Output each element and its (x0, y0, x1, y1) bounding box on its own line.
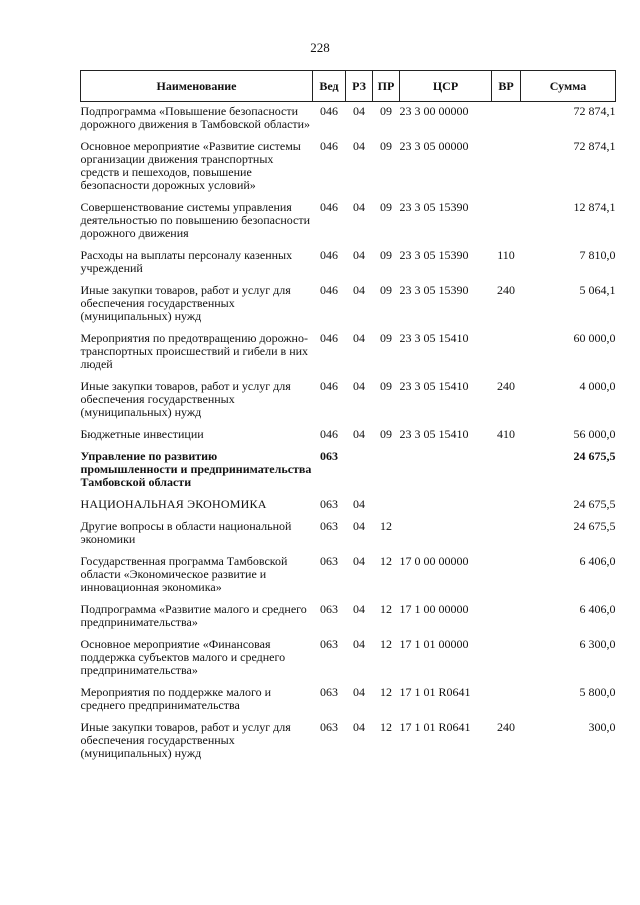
cell-ved: 046 (320, 104, 338, 118)
cell-csr: 17 1 00 00000 (399, 602, 469, 616)
cell-csr: 23 3 05 00000 (399, 139, 469, 153)
cell-csr: 23 3 05 15410 (399, 331, 469, 345)
cell-pr: 09 (380, 104, 392, 118)
cell-vr: 240 (497, 283, 515, 297)
cell-ved: 046 (320, 139, 338, 153)
cell-rz: 04 (353, 139, 365, 153)
table-row (81, 635, 616, 683)
cell-sum: 300,0 (588, 720, 616, 734)
table-row (81, 246, 616, 281)
cell-csr: 23 3 05 15410 (399, 427, 469, 441)
header-name: Наименование (81, 71, 313, 102)
cell-rz: 04 (353, 200, 365, 214)
cell-name: Иные закупки товаров, работ и услуг для обеспечения государственных (муниципальных) нужд (80, 283, 291, 323)
cell-pr: 09 (380, 331, 392, 345)
header-sum: Сумма (521, 71, 616, 102)
cell-vr: 410 (497, 427, 515, 441)
cell-sum: 5 800,0 (579, 685, 616, 699)
cell-sum: 72 874,1 (573, 104, 616, 118)
cell-name: Мероприятия по предотвращению дорожно-транспортных происшествий и гибели в них людей (80, 331, 309, 371)
cell-pr: 12 (380, 602, 392, 616)
cell-sum: 24 675,5 (573, 497, 616, 511)
cell-rz: 04 (353, 427, 365, 441)
cell-rz: 04 (353, 602, 365, 616)
cell-name: Расходы на выплаты персоналу казенных учреждений (80, 248, 293, 275)
cell-pr: 12 (380, 685, 392, 699)
cell-vr (492, 447, 521, 495)
cell-rz (346, 447, 373, 495)
cell-ved: 046 (320, 283, 338, 297)
cell-name: Совершенствование системы управления деятельностью по повышению безопасности дорожного движения (80, 200, 311, 240)
cell-ved: 063 (320, 497, 338, 511)
table-body (81, 102, 616, 767)
table-row (81, 552, 616, 600)
cell-pr: 09 (380, 283, 392, 297)
cell-rz: 04 (353, 248, 365, 262)
cell-vr (492, 198, 521, 246)
cell-pr: 09 (380, 427, 392, 441)
cell-name: Бюджетные инвестиции (80, 427, 204, 441)
cell-csr: 23 3 05 15410 (399, 379, 469, 393)
cell-sum: 56 000,0 (573, 427, 616, 441)
cell-csr: 23 3 05 15390 (399, 200, 469, 214)
cell-name: Подпрограмма «Повышение безопасности дорожного движения в Тамбовской области» (80, 104, 311, 131)
table-row (81, 425, 616, 447)
cell-sum: 72 874,1 (573, 139, 616, 153)
cell-csr: 17 1 01 00000 (399, 637, 469, 651)
cell-ved: 046 (320, 200, 338, 214)
table-row (81, 198, 616, 246)
cell-name: Иные закупки товаров, работ и услуг для обеспечения государственных (муниципальных) нужд (80, 720, 291, 760)
header-vr: ВР (492, 71, 521, 102)
cell-rz: 04 (353, 720, 365, 734)
cell-vr (492, 683, 521, 718)
cell-pr: 09 (380, 248, 392, 262)
cell-name: Иные закупки товаров, работ и услуг для обеспечения государственных (муниципальных) нужд (80, 379, 291, 419)
cell-sum: 24 675,5 (573, 449, 616, 463)
cell-rz: 04 (353, 554, 365, 568)
cell-ved: 063 (320, 554, 338, 568)
cell-rz: 04 (353, 685, 365, 699)
table-row (81, 447, 616, 495)
table-row (81, 137, 616, 198)
table-row (81, 600, 616, 635)
cell-pr (373, 495, 400, 517)
cell-name: Подпрограмма «Развитие малого и среднего предпринимательства» (80, 602, 307, 629)
cell-vr (492, 495, 521, 517)
cell-ved: 063 (320, 720, 338, 734)
header-rz: РЗ (346, 71, 373, 102)
cell-csr: 23 3 05 15390 (399, 283, 469, 297)
table-header-row (81, 71, 616, 102)
cell-vr (492, 329, 521, 377)
cell-sum: 6 406,0 (579, 554, 616, 568)
cell-rz: 04 (353, 379, 365, 393)
cell-pr (373, 447, 400, 495)
cell-rz: 04 (353, 331, 365, 345)
table-row (81, 377, 616, 425)
header-ved: Вед (313, 71, 346, 102)
cell-ved: 046 (320, 248, 338, 262)
cell-name: Мероприятия по поддержке малого и среднего предпринимательства (80, 685, 272, 712)
cell-sum: 60 000,0 (573, 331, 616, 345)
cell-rz: 04 (353, 637, 365, 651)
cell-rz: 04 (353, 497, 365, 511)
cell-pr: 12 (380, 637, 392, 651)
cell-name: Государственная программа Тамбовской области «Экономическое развитие и инновационная экономика» (80, 554, 288, 594)
table-row (81, 281, 616, 329)
cell-csr: 17 1 01 R0641 (399, 685, 471, 699)
cell-vr (492, 102, 521, 138)
table-row (81, 517, 616, 552)
cell-vr (492, 635, 521, 683)
header-pr: ПР (373, 71, 400, 102)
cell-sum: 12 874,1 (573, 200, 616, 214)
cell-csr: 23 3 05 15390 (399, 248, 469, 262)
cell-vr (492, 552, 521, 600)
cell-name: Другие вопросы в области национальной экономики (80, 519, 292, 546)
table-row (81, 329, 616, 377)
cell-csr (400, 517, 492, 552)
cell-rz: 04 (353, 519, 365, 533)
cell-rz: 04 (353, 283, 365, 297)
cell-csr (400, 447, 492, 495)
cell-name: Основное мероприятие «Развитие системы организации движения транспортных средств и пешеходов, повышение безопасности дорожных условий» (80, 139, 301, 192)
cell-rz: 04 (353, 104, 365, 118)
table-row (81, 683, 616, 718)
cell-sum: 5 064,1 (579, 283, 616, 297)
cell-name: НАЦИОНАЛЬНАЯ ЭКОНОМИКА (80, 497, 267, 511)
cell-csr: 17 1 01 R0641 (399, 720, 471, 734)
cell-name: Управление по развитию промышленности и предпринимательства Тамбовской области (80, 449, 312, 489)
cell-ved: 063 (320, 519, 338, 533)
header-csr: ЦСР (400, 71, 492, 102)
cell-ved: 063 (320, 685, 338, 699)
table-row (81, 495, 616, 517)
cell-pr: 12 (380, 519, 392, 533)
cell-vr (492, 137, 521, 198)
cell-vr: 240 (497, 720, 515, 734)
table-row (81, 102, 616, 138)
cell-sum: 24 675,5 (573, 519, 616, 533)
cell-ved: 046 (320, 379, 338, 393)
cell-csr (400, 495, 492, 517)
cell-csr: 17 0 00 00000 (399, 554, 469, 568)
cell-sum: 4 000,0 (579, 379, 616, 393)
cell-sum: 7 810,0 (579, 248, 616, 262)
cell-ved: 063 (320, 602, 338, 616)
table-row (81, 718, 616, 766)
cell-vr (492, 600, 521, 635)
cell-ved: 046 (320, 331, 338, 345)
cell-pr: 12 (380, 720, 392, 734)
cell-ved: 063 (320, 637, 338, 651)
cell-vr (492, 517, 521, 552)
cell-name: Основное мероприятие «Финансовая поддержка субъектов малого и среднего предпринимательства» (80, 637, 286, 677)
cell-ved: 063 (320, 449, 338, 463)
cell-sum: 6 406,0 (579, 602, 616, 616)
budget-table (80, 70, 616, 766)
cell-csr: 23 3 00 00000 (399, 104, 469, 118)
cell-pr: 09 (380, 379, 392, 393)
cell-pr: 09 (380, 139, 392, 153)
cell-vr: 110 (497, 248, 515, 262)
cell-vr: 240 (497, 379, 515, 393)
cell-ved: 046 (320, 427, 338, 441)
cell-pr: 12 (380, 554, 392, 568)
cell-pr: 09 (380, 200, 392, 214)
page-number: 228 (310, 40, 330, 55)
cell-sum: 6 300,0 (579, 637, 616, 651)
